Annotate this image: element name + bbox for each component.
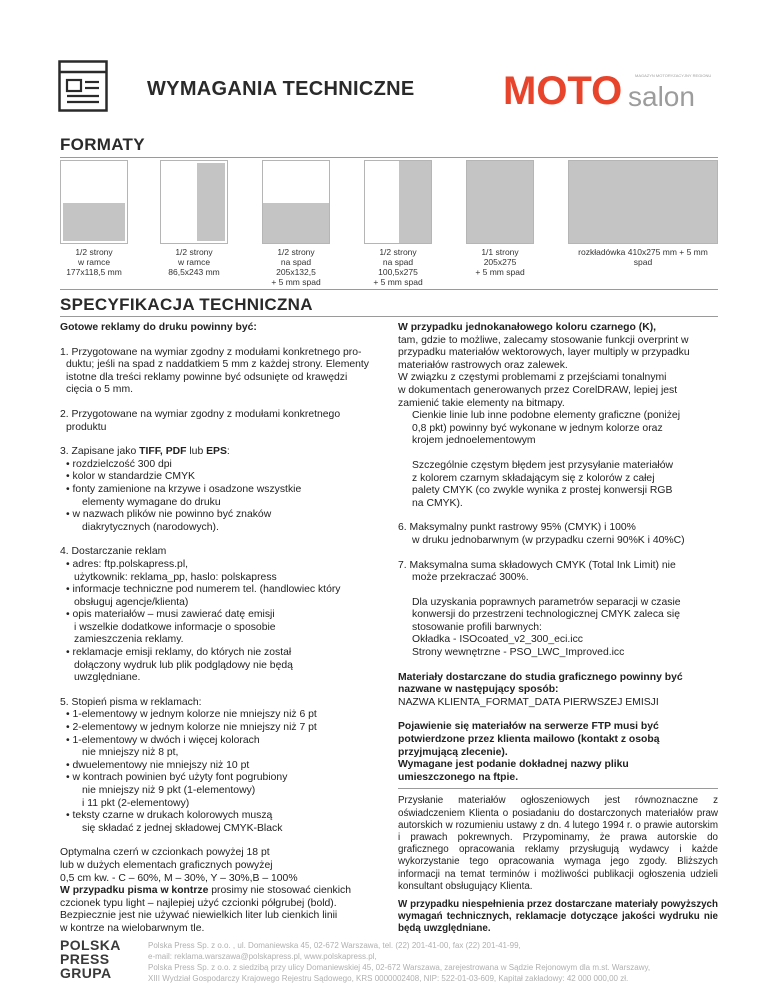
divider [60, 157, 718, 158]
list-item: • fonty zamienione na krzywe i osadzone wszystkie [66, 483, 302, 495]
text-line: Strony wewnętrzne - PSO_LWC_Improved.icc [412, 647, 625, 659]
text-line: w druku jednobarwnym (w przypadku czerni 90%K i 40%C) [412, 534, 685, 546]
footer-line: e-mail: reklama.warszawa@polskapress.pl, www.polskapress.pl, [148, 952, 377, 961]
formats-title: FORMATY [60, 135, 145, 154]
text-line: W przypadku pisma w kontrze prosimy nie stosować cienkich [60, 885, 352, 897]
text-line: Szczególnie częstym błędem jest przysyłanie materiałów [412, 459, 674, 471]
text-line: użytkownik: reklama_pp, haslo: polskapress [74, 571, 277, 583]
format-diagram [466, 160, 534, 244]
format-label: 1/2 strony na spad 205x132,5 + 5 mm spad [271, 247, 321, 287]
format-item [160, 160, 230, 277]
text-line: diakrytycznych (narodowych). [82, 521, 219, 533]
list-item: • teksty czarne w drukach kolorowych muszą [66, 810, 273, 822]
footer-info [148, 940, 728, 984]
text-line: uwzględniane. [74, 672, 141, 684]
text-line: 7. Maksymalna suma składowych CMYK (Total Ink Limit) nie [398, 559, 676, 571]
text-line: cięcia o 5 mm. [66, 384, 133, 396]
text-line: potwierdzone przez klienta mailowo (kontakt z osobą [398, 734, 660, 746]
brand-moto: MOTO [503, 69, 623, 112]
text-line: i wszelkie dodatkowe informacje o sposobie [74, 621, 276, 633]
format-item [60, 160, 130, 277]
spec-right-column [398, 322, 718, 936]
list-item: • w nazwach plików nie powinno być znaków [66, 509, 272, 521]
format-label: 1/2 strony w ramce 86,5x243 mm [168, 247, 220, 277]
text-line: krojem jednoelementowym [412, 435, 536, 447]
brand-salon: salon [628, 81, 695, 112]
list-item: • 1-elementowy w dwóch i więcej kolorach [66, 734, 260, 746]
text-line: z kolorem czarnym składającym się z kolorów z całej [412, 472, 655, 484]
format-diagram [60, 160, 128, 244]
text-line: Pojawienie się materiałów na serwerze FTP musi być [398, 721, 659, 733]
text-line: w dokumentach generowanych przez CorelDRAW, lepiej jest [398, 384, 678, 396]
text-line: duktu; jeśli na spad z naddatkiem 5 mm z każdej strony. Elementy [66, 359, 370, 371]
polska-press-logo [60, 938, 121, 980]
list-item: • opis materiałów – musi zawierać datę emisji [66, 609, 275, 621]
text-line: W związku z częstymi problemami z przejściami tonalnymi [398, 372, 667, 384]
text-line: w kontrze na wielobarwnym tle. [60, 922, 205, 934]
text-line: 4. Dostarczanie reklam [60, 546, 167, 558]
text-line: 3. Zapisane jako TIFF, PDF lub EPS: [60, 446, 230, 458]
text-line: palety CMYK (co zwykle wynika z prostej konwersji RGB [412, 485, 673, 497]
text-line: produktu [66, 421, 107, 433]
format-item [466, 160, 536, 277]
text-line: przyjmującą zlecenie). [398, 746, 508, 758]
list-item: • reklamacje emisji reklamy, do których nie został [66, 647, 292, 659]
format-label: 1/1 strony 205x275 + 5 mm spad [475, 247, 525, 277]
list-item: • adres: ftp.polskapress.pl, [66, 558, 189, 570]
text-line: czcionek typu light – najlepiej użyć czcionki półgrubej (bold). [60, 897, 337, 909]
list-item: • dwuelementowy nie mniejszy niż 10 pt [66, 759, 250, 771]
text-line: 5. Stopień pisma w reklamach: [60, 696, 202, 708]
text-line: Materiały dostarczane do studia graficznego powinny być [398, 671, 683, 683]
spec-title: SPECYFIKACJA TECHNICZNA [60, 295, 313, 314]
text-line: tam, gdzie to możliwe, zalecamy stosowanie funkcji overprint w [398, 334, 689, 346]
format-diagram [364, 160, 432, 244]
text-line: nie mniejszy niż 9 pkt (1-elementowy) [82, 785, 256, 796]
text-line: nie mniejszy niż 8 pt, [82, 747, 179, 759]
text-line: Optymalna czerń w czcionkach powyżej 18 pt [60, 847, 270, 859]
format-item [364, 160, 434, 287]
copyright-notice: Przysłanie materiałów ogłoszeniowych jest równoznaczne z oświadczeniem Klienta o posiadaniu do dostarczonych materiałów praw autorskich w rozumieniu ustawy z dn. 4 lutego 1994 r. o prawie autorskim i prawach pokrewnych. Przypominamy, że prawa autorskie do graficznego opracowania reklamy przysługują wydawcy i każde wykorzystanie tego opracowania wymaga jego zgody. Bliższych informacji na temat terminów i możliwości publikacji ogłoszenia udzieli konsultant obsługujący Klienta. [398, 795, 718, 892]
format-diagram [160, 160, 228, 244]
spec-left-column [60, 322, 375, 936]
logo-line: GRUPA [60, 965, 112, 981]
text-line: lub w dużych elementach graficznych powyżej [60, 859, 273, 871]
text-line: Wymagane jest podanie dokładnej nazwy pliku [398, 759, 629, 771]
text-line: materiałów rastrowych oraz zalewek. [398, 359, 568, 371]
text-line: Dla uzyskania poprawnych parametrów separacji w czasie [412, 596, 681, 608]
list-item: • w kontrach powinien być użyty font pogrubiony [66, 772, 288, 784]
list-item: • 2-elementowy w jednym kolorze nie mniejszy niż 7 pt [66, 722, 317, 734]
footer-line: Polska Press Sp. z o.o. z siedzibą przy ulicy Domaniewskiej 45, 02-672 Warszawa, zarejestrowana w Sądzie Rejonowym dla m.st. Warszawy, [148, 963, 651, 972]
motosalon-logo [503, 68, 718, 112]
format-label: 1/2 strony w ramce 177x118,5 mm [66, 247, 122, 277]
text-line: Okładka - ISOcoated_v2_300_eci.icc [412, 634, 583, 646]
text-line: może przekraczać 300%. [412, 572, 529, 584]
format-label: rozkładówka 410x275 mm + 5 mm spad [578, 247, 708, 267]
list-item: • 1-elementowy w jednym kolorze nie mniejszy niż 6 pt [66, 709, 317, 721]
text-line: się składać z jednej składowej CMYK-Black [82, 822, 283, 834]
text-line: na CMYK). [412, 497, 463, 509]
spec-intro: Gotowe reklamy do druku powinny być: [60, 322, 257, 333]
list-item: • kolor w standardzie CMYK [66, 471, 195, 483]
text-line: umieszczonego na ftpie. [398, 771, 519, 783]
text-line: 1. Przygotowane na wymiar zgodny z modułami konkretnego pro- [60, 346, 362, 358]
footer-line: Polska Press Sp. z o.o. , ul. Domaniewska 45, 02-672 Warszawa, tel. (22) 201-41-00, fax (22) 201-41-99, [148, 941, 521, 950]
format-diagram [568, 160, 718, 244]
complaint-notice: W przypadku niespełnienia przez dostarczane materiały powyższych wymagań technicznych, reklamacje dotyczące jakości wydruku nie będą uwzględniane. [398, 899, 718, 935]
divider [60, 289, 718, 290]
divider [60, 316, 718, 317]
format-label: 1/2 strony na spad 100,5x275 + 5 mm spad [373, 247, 423, 287]
text-line: W przypadku jednokanałowego koloru czarnego (K), [398, 322, 657, 333]
text-line: Cienkie linie lub inne podobne elementy graficzne (poniżej [412, 410, 681, 422]
brand-tagline: MAGAZYN MOTORYZACYJNY REGIONU [635, 73, 712, 78]
text-line: obsługuj agencje/klienta) [74, 596, 189, 608]
text-line: i 11 pkt (2-elementowy) [82, 797, 190, 809]
text-line: konwersji do przestrzeni technologicznej CMYK zaleca się [412, 609, 680, 621]
text-line: zamienić takie elementy na bitmapy. [398, 397, 565, 409]
text-line: 6. Maksymalny punkt rastrowy 95% (CMYK) i 100% [398, 522, 636, 534]
document-icon [58, 60, 108, 112]
header [0, 0, 768, 130]
text-line: 0,5 cm kw. - C – 60%, M – 30%, Y – 30%,B – 100% [60, 872, 298, 884]
list-item: • informacje techniczne pod numerem tel. (handlowiec który [66, 584, 341, 596]
format-item [262, 160, 332, 287]
text-line: dołączony wydruk lub plik podglądowy nie będą [74, 659, 293, 671]
footer-line: XIII Wydział Gospodarczy Krajowego Rejestru Sądowego, KRS 0000002408, NIP: 522-01-03-609, Kapitał zakładowy: 42 000 000,00 zł. [148, 974, 629, 983]
page-title: WYMAGANIA TECHNICZNE [147, 78, 415, 100]
divider [398, 788, 718, 789]
text-line: elementy wymagane do druku [82, 496, 221, 508]
logo-line: PRESS [60, 951, 110, 967]
text-line: NAZWA KLIENTA_FORMAT_DATA PIERWSZEJ EMISJI [398, 696, 659, 708]
format-diagram [262, 160, 330, 244]
list-item: • rozdzielczość 300 dpi [66, 458, 172, 470]
text-line: przypadku materiałów wektorowych, layer multiply w przypadku [398, 347, 690, 359]
logo-line: POLSKA [60, 937, 121, 953]
text-line: stosowanie profili barwnych: [412, 621, 542, 633]
text-line: 2. Przygotowane na wymiar zgodny z modułami konkretnego [60, 408, 341, 420]
text-line: 0,8 pkt) powinny być wykonane w jednym kolorze oraz [412, 422, 663, 434]
text-line: nazwane w następujący sposób: [398, 684, 559, 696]
format-item [568, 160, 718, 267]
text-line: Bezpiecznie jest nie używać niewielkich liter lub cienkich linii [60, 910, 338, 922]
text-line: zamieszczenia reklamy. [74, 634, 184, 646]
text-line: istotne dla treści reklamy powinne być odsunięte od krawędzi [66, 371, 348, 383]
